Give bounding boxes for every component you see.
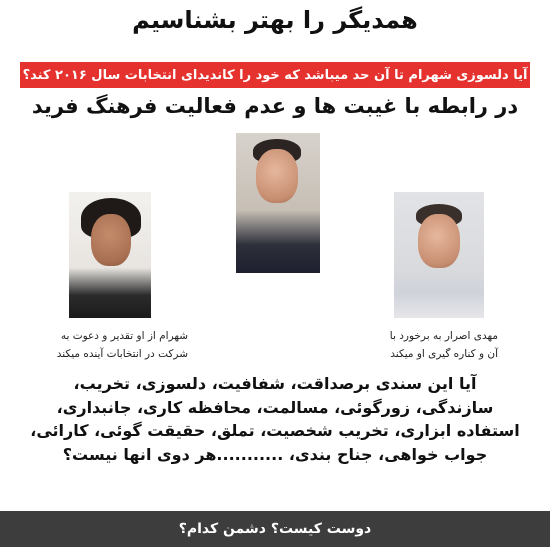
- page-title: همدیگر را بهتر بشناسیم: [132, 6, 418, 34]
- body-line-2: سازندگی، زورگوئی، مسالمت، محافظه کاری، جانبداری،: [56, 397, 494, 417]
- left-caption-line-1: شهرام از او تقدیر و دعوت به: [60, 330, 188, 342]
- center-portrait-photo: [236, 133, 320, 273]
- red-banner: آیا دلسوزی شهرام تا آن حد میباشد که خود را کاندیدای انتخابات سال ۲۰۱۶ کند؟: [20, 62, 530, 88]
- body-line-4: جواب خواهی، جناح بندی، ...........هر دوی انها نیست؟: [62, 444, 488, 464]
- right-photo-caption: [368, 327, 498, 363]
- left-caption-line-2: شرکت در انتخابات آینده میکند: [56, 348, 188, 360]
- body-line-1: آیا این سندی برصداقت، شفافیت، دلسوزی، تخریب،: [73, 374, 477, 393]
- left-portrait-face: [91, 214, 131, 266]
- headline: در رابطه با غیبت ها و عدم فعالیت فرهنگ فرید: [31, 94, 519, 118]
- body-line-3: استفاده ابزاری، تخریب شخصیت، تملق، حقیقت گوئی، کارائی،: [30, 421, 520, 440]
- left-portrait-photo: [69, 192, 151, 318]
- right-portrait-face: [418, 214, 460, 268]
- center-portrait-face: [256, 149, 298, 203]
- footer-text: دوست کیست؟ دشمن کدام؟: [178, 521, 372, 537]
- right-caption-line-2: آن و کناره گیری او میکند: [390, 348, 498, 360]
- right-portrait-photo: [394, 192, 484, 318]
- right-caption-line-1: مهدی اصرار به برخورد با: [389, 330, 498, 342]
- body-paragraph: [20, 372, 530, 466]
- footer-bar: [0, 511, 550, 547]
- left-photo-caption: [38, 327, 188, 363]
